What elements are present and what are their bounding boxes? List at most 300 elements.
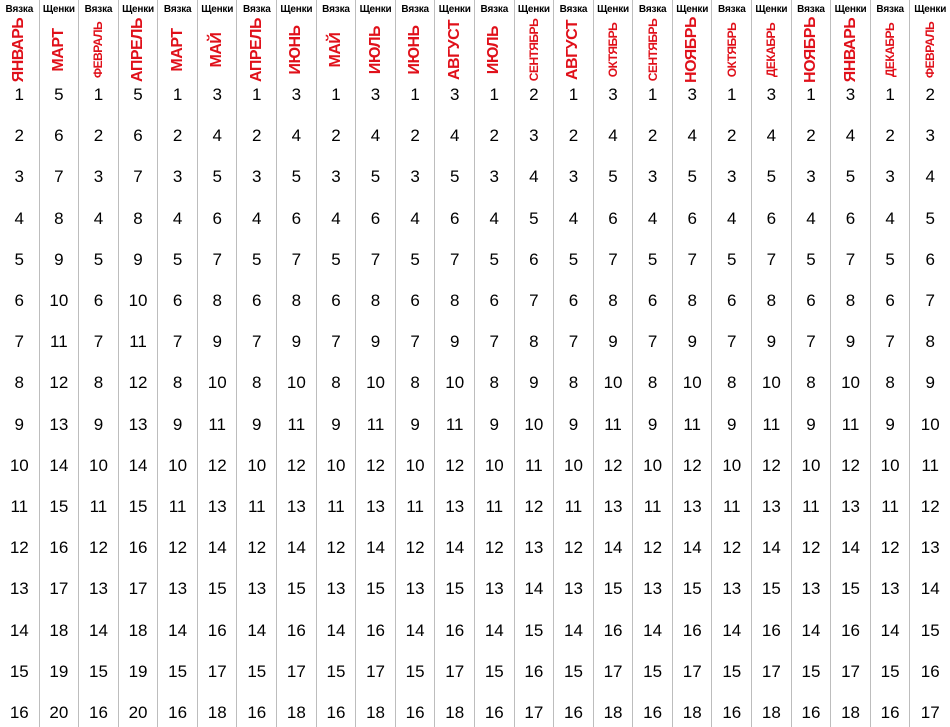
day-cell: 3 (172, 167, 183, 187)
day-cell: 9 (291, 332, 302, 352)
day-cell: 2 (14, 126, 25, 146)
day-cell: 20 (128, 703, 148, 722)
day-cell: 15 (9, 661, 29, 681)
day-cell: 10 (682, 373, 702, 393)
day-cell: 4 (489, 208, 500, 228)
day-cell: 7 (410, 332, 420, 352)
day-cell: 8 (133, 208, 143, 228)
column-type-label: Вязка (638, 4, 667, 15)
day-cell: 15 (524, 620, 544, 640)
day-cell: 5 (845, 167, 856, 187)
day-cell: 8 (410, 373, 420, 393)
day-cell: 6 (14, 291, 25, 310)
day-cell: 8 (608, 291, 618, 310)
day-cell: 1 (14, 85, 25, 104)
column-type-label: Щенки (834, 4, 867, 15)
day-cell: 3 (291, 85, 302, 104)
day-cell: 14 (920, 579, 940, 599)
day-cell: 5 (806, 249, 816, 269)
month-header (910, 20, 950, 80)
column-type-label: Щенки (122, 4, 155, 15)
day-cell: 8 (291, 291, 302, 310)
day-cell: 6 (410, 291, 420, 310)
column-21 (792, 0, 832, 727)
day-cell: 11 (485, 497, 504, 516)
column-type-label: Вязка (717, 4, 746, 15)
column-17 (633, 0, 673, 727)
month-label: ЯНВАРЬ (10, 17, 28, 83)
day-cell: 10 (603, 373, 623, 393)
day-cell: 8 (449, 291, 460, 310)
day-cell: 12 (722, 538, 742, 558)
day-cell: 14 (88, 620, 108, 640)
day-cell: 1 (885, 85, 895, 104)
day-cell: 4 (885, 208, 895, 228)
day-cell: 4 (925, 167, 935, 187)
day-cell: 7 (331, 332, 341, 352)
day-cell: 16 (880, 703, 900, 722)
day-cell: 9 (370, 332, 381, 352)
day-cell: 13 (207, 497, 227, 516)
day-cell: 12 (326, 538, 346, 558)
day-cell: 14 (247, 620, 267, 640)
day-cell: 17 (445, 661, 465, 681)
month-label: НОЯБРЬ (801, 17, 819, 83)
day-cell: 9 (806, 414, 816, 434)
day-cell: 9 (212, 332, 222, 352)
day-cell: 7 (806, 332, 816, 352)
day-cell: 8 (687, 291, 697, 310)
day-cell: 2 (529, 85, 539, 104)
day-cell: 7 (212, 249, 222, 269)
day-cell: 12 (9, 538, 29, 558)
day-cell: 13 (841, 497, 860, 516)
day-cell: 5 (54, 85, 64, 104)
day-cell: 12 (841, 455, 860, 475)
day-cell: 7 (291, 249, 302, 269)
column-type-label: Вязка (876, 4, 904, 15)
day-cell: 5 (687, 167, 697, 187)
column-type-label: Щенки (42, 4, 75, 15)
day-cell: 12 (445, 455, 465, 475)
day-cell: 18 (761, 703, 781, 722)
month-header (396, 20, 435, 80)
day-cell: 4 (766, 126, 777, 146)
day-cell: 12 (366, 455, 385, 475)
day-cell: 1 (410, 85, 420, 104)
day-cell: 5 (727, 249, 737, 269)
day-cell: 11 (841, 414, 860, 434)
day-cell: 10 (128, 291, 148, 310)
day-cell: 16 (801, 703, 821, 722)
day-cell: 16 (49, 538, 69, 558)
day-cell: 18 (49, 620, 69, 640)
day-cell: 6 (489, 291, 500, 310)
day-cell: 14 (841, 538, 860, 558)
column-type-label: Щенки (676, 4, 709, 15)
day-cell: 13 (247, 579, 267, 599)
day-cell: 9 (54, 249, 64, 269)
day-cell: 2 (885, 126, 895, 146)
day-cell: 18 (603, 703, 623, 722)
day-cell: 9 (93, 414, 104, 434)
day-cell: 16 (920, 661, 940, 681)
day-cell: 15 (88, 661, 108, 681)
day-cell: 16 (563, 703, 583, 722)
day-cell: 3 (529, 126, 539, 146)
month-header (40, 20, 79, 80)
day-cell: 6 (93, 291, 104, 310)
day-cell: 15 (920, 620, 940, 640)
day-cell: 15 (128, 497, 148, 516)
day-cell: 14 (801, 620, 821, 640)
column-16 (594, 0, 634, 727)
day-cell: 6 (291, 208, 302, 228)
day-cell: 1 (331, 85, 341, 104)
day-cell: 19 (49, 661, 69, 681)
day-cell: 11 (802, 497, 820, 516)
day-cell: 8 (93, 373, 104, 393)
month-label: МАЙ (326, 32, 344, 68)
day-cell: 13 (722, 579, 742, 599)
day-cell: 4 (370, 126, 381, 146)
day-cell: 15 (761, 579, 781, 599)
day-cell: 6 (845, 208, 856, 228)
column-type-label: Щенки (914, 4, 947, 15)
day-cell: 15 (563, 661, 583, 681)
day-cell: 11 (50, 332, 68, 352)
day-cell: 12 (801, 538, 821, 558)
day-cell: 9 (252, 414, 262, 434)
day-cell: 11 (683, 414, 702, 434)
day-cell: 11 (722, 497, 741, 516)
column-14 (515, 0, 555, 727)
day-cell: 3 (608, 85, 618, 104)
day-cell: 12 (168, 538, 188, 558)
column-type-label: Щенки (280, 4, 313, 15)
day-cell: 18 (286, 703, 306, 722)
month-label: СЕНТЯБРЬ (526, 18, 541, 82)
column-type-label: Щенки (359, 4, 392, 15)
day-cell: 7 (252, 332, 262, 352)
day-cell: 17 (366, 661, 385, 681)
month-label: ИЮЛЬ (485, 25, 503, 75)
month-header (79, 20, 118, 80)
day-cell: 15 (326, 661, 346, 681)
day-cell: 10 (880, 455, 900, 475)
day-cell: 11 (89, 497, 108, 516)
day-cell: 7 (14, 332, 25, 352)
day-cell: 2 (172, 126, 183, 146)
day-cell: 10 (563, 455, 583, 475)
day-cell: 11 (10, 497, 29, 516)
day-cell: 4 (806, 208, 816, 228)
day-cell: 5 (291, 167, 302, 187)
day-cell: 8 (925, 332, 935, 352)
day-cell: 11 (921, 455, 940, 475)
day-cell: 18 (207, 703, 227, 722)
day-cell: 6 (54, 126, 64, 146)
day-cell: 4 (212, 126, 222, 146)
day-cell: 9 (608, 332, 618, 352)
day-cell: 10 (841, 373, 860, 393)
day-cell: 4 (608, 126, 618, 146)
day-cell: 13 (366, 497, 385, 516)
day-cell: 14 (643, 620, 663, 640)
column-type-label: Щенки (597, 4, 630, 15)
day-cell: 2 (93, 126, 104, 146)
month-header (158, 20, 197, 80)
day-cell: 3 (489, 167, 500, 187)
day-cell: 6 (370, 208, 381, 228)
day-cell: 12 (603, 455, 623, 475)
day-cell: 13 (484, 579, 504, 599)
day-cell: 11 (525, 455, 543, 475)
day-cell: 11 (208, 414, 227, 434)
day-cell: 3 (687, 85, 697, 104)
day-cell: 11 (564, 497, 583, 516)
column-12 (435, 0, 475, 727)
day-cell: 10 (247, 455, 267, 475)
day-cell: 3 (93, 167, 104, 187)
day-cell: 10 (801, 455, 821, 475)
day-cell: 17 (524, 703, 544, 722)
day-cell: 7 (568, 332, 579, 352)
day-cell: 5 (331, 249, 341, 269)
day-cell: 11 (604, 414, 622, 434)
day-cell: 8 (727, 373, 737, 393)
day-cell: 1 (489, 85, 500, 104)
month-label: АПРЕЛЬ (247, 18, 265, 82)
day-cell: 10 (920, 414, 940, 434)
day-cell: 15 (484, 661, 504, 681)
month-header (119, 20, 158, 80)
day-cell: 8 (54, 208, 64, 228)
day-cell: 14 (524, 579, 544, 599)
day-cell: 6 (252, 291, 262, 310)
day-cell: 4 (529, 167, 539, 187)
day-cell: 4 (687, 126, 697, 146)
day-cell: 9 (845, 332, 856, 352)
day-cell: 1 (727, 85, 737, 104)
day-cell: 9 (727, 414, 737, 434)
day-cell: 12 (286, 455, 306, 475)
day-cell: 16 (761, 620, 781, 640)
day-cell: 5 (489, 249, 500, 269)
day-cell: 5 (925, 208, 935, 228)
day-cell: 8 (489, 373, 500, 393)
day-cell: 14 (722, 620, 742, 640)
day-cell: 14 (484, 620, 504, 640)
day-cell: 5 (370, 167, 381, 187)
day-cell: 6 (212, 208, 222, 228)
month-label: ИЮНЬ (287, 25, 305, 75)
day-cell: 12 (682, 455, 702, 475)
day-cell: 16 (405, 703, 425, 722)
day-cell: 13 (524, 538, 544, 558)
day-cell: 3 (252, 167, 262, 187)
day-cell: 6 (885, 291, 895, 310)
day-cell: 14 (563, 620, 583, 640)
day-cell: 6 (687, 208, 697, 228)
column-24 (910, 0, 950, 727)
day-cell: 15 (207, 579, 227, 599)
day-cell: 3 (410, 167, 420, 187)
day-cell: 11 (247, 497, 266, 516)
day-cell: 6 (172, 291, 183, 310)
day-cell: 2 (489, 126, 500, 146)
day-cell: 5 (172, 249, 183, 269)
day-cell: 16 (841, 620, 860, 640)
month-header (238, 20, 277, 80)
month-header (554, 20, 593, 80)
day-cell: 7 (885, 332, 895, 352)
day-cell: 5 (252, 249, 262, 269)
month-label: ИЮНЬ (406, 25, 424, 75)
day-cell: 9 (133, 249, 143, 269)
day-cell: 15 (880, 661, 900, 681)
day-cell: 17 (603, 661, 623, 681)
day-cell: 13 (682, 497, 702, 516)
day-cell: 4 (172, 208, 183, 228)
day-cell: 11 (168, 497, 187, 516)
day-cell: 3 (806, 167, 816, 187)
day-cell: 6 (608, 208, 618, 228)
month-label: ОКТЯБРЬ (606, 22, 621, 78)
day-cell: 17 (761, 661, 781, 681)
day-cell: 5 (766, 167, 777, 187)
column-type-label: Вязка (84, 4, 113, 15)
column-type-label: Вязка (480, 4, 509, 15)
day-cell: 3 (727, 167, 737, 187)
day-cell: 16 (445, 620, 465, 640)
day-cell: 1 (172, 85, 183, 104)
day-cell: 10 (207, 373, 227, 393)
day-cell: 13 (9, 579, 29, 599)
day-cell: 12 (405, 538, 425, 558)
day-cell: 14 (168, 620, 188, 640)
column-type-label: Вязка (797, 4, 825, 15)
day-cell: 3 (14, 167, 25, 187)
day-cell: 16 (128, 538, 148, 558)
month-label: ДЕКАБРЬ (883, 22, 898, 78)
day-cell: 13 (128, 414, 148, 434)
day-cell: 10 (484, 455, 504, 475)
month-label: АПРЕЛЬ (129, 18, 147, 82)
day-cell: 10 (366, 373, 385, 393)
day-cell: 1 (647, 85, 658, 104)
day-cell: 13 (326, 579, 346, 599)
day-cell: 13 (405, 579, 425, 599)
day-cell: 7 (766, 249, 777, 269)
column-type-label: Вязка (163, 4, 192, 15)
day-cell: 18 (128, 620, 148, 640)
day-cell: 6 (727, 291, 737, 310)
day-cell: 11 (881, 497, 899, 516)
day-cell: 18 (841, 703, 860, 722)
day-cell: 8 (568, 373, 579, 393)
day-cell: 9 (489, 414, 500, 434)
day-cell: 16 (9, 703, 29, 722)
column-22 (831, 0, 871, 727)
column-2 (40, 0, 80, 727)
day-cell: 4 (252, 208, 262, 228)
day-cell: 15 (801, 661, 821, 681)
day-cell: 7 (529, 291, 539, 310)
day-cell: 1 (93, 85, 104, 104)
day-cell: 5 (885, 249, 895, 269)
day-cell: 7 (925, 291, 935, 310)
day-cell: 13 (168, 579, 188, 599)
day-cell: 12 (49, 373, 69, 393)
day-cell: 11 (406, 497, 424, 516)
day-cell: 4 (568, 208, 579, 228)
column-8 (277, 0, 317, 727)
day-cell: 15 (841, 579, 860, 599)
day-cell: 6 (925, 249, 935, 269)
day-cell: 4 (647, 208, 658, 228)
day-cell: 19 (128, 661, 148, 681)
day-cell: 7 (647, 332, 658, 352)
month-label: ДЕКАБРЬ (764, 22, 779, 78)
day-cell: 10 (761, 373, 781, 393)
day-cell: 13 (445, 497, 465, 516)
column-3 (79, 0, 119, 727)
day-cell: 16 (682, 620, 702, 640)
column-4 (119, 0, 159, 727)
month-label: АВГУСТ (445, 19, 463, 81)
day-cell: 8 (806, 373, 816, 393)
day-cell: 13 (603, 497, 623, 516)
day-cell: 15 (682, 579, 702, 599)
column-5 (158, 0, 198, 727)
day-cell: 15 (445, 579, 465, 599)
day-cell: 14 (603, 538, 623, 558)
day-cell: 1 (568, 85, 579, 104)
day-cell: 16 (286, 620, 306, 640)
day-cell: 13 (761, 497, 781, 516)
month-label: ЯНВАРЬ (841, 17, 859, 83)
day-cell: 14 (49, 455, 69, 475)
day-cell: 5 (529, 208, 539, 228)
day-cell: 9 (410, 414, 420, 434)
day-cell: 10 (9, 455, 29, 475)
day-cell: 2 (925, 85, 935, 104)
day-cell: 8 (766, 291, 777, 310)
day-cell: 5 (410, 249, 420, 269)
day-cell: 7 (845, 249, 856, 269)
month-label: АВГУСТ (564, 19, 582, 81)
month-header (317, 20, 356, 80)
month-label: МАРТ (49, 28, 67, 72)
day-cell: 3 (449, 85, 460, 104)
day-cell: 14 (761, 538, 781, 558)
day-cell: 16 (484, 703, 504, 722)
day-cell: 3 (845, 85, 856, 104)
day-cell: 8 (14, 373, 25, 393)
day-cell: 12 (643, 538, 663, 558)
day-cell: 4 (845, 126, 856, 146)
day-cell: 15 (603, 579, 623, 599)
day-cell: 6 (766, 208, 777, 228)
day-cell: 8 (647, 373, 658, 393)
column-7 (238, 0, 278, 727)
day-cell: 9 (647, 414, 658, 434)
day-cell: 11 (327, 497, 345, 516)
day-cell: 2 (806, 126, 816, 146)
column-19 (713, 0, 753, 727)
month-header (831, 17, 870, 83)
